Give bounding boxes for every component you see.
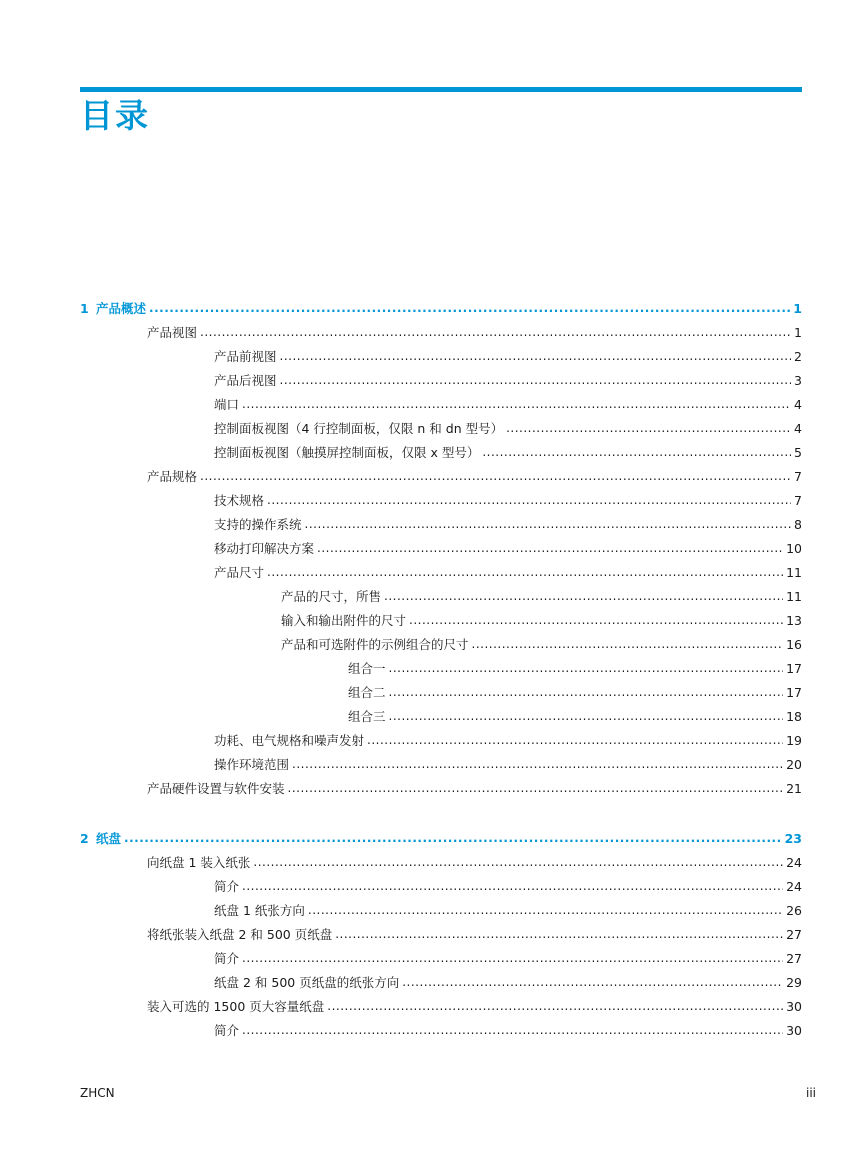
toc-entry-label: 装入可选的 1500 页大容量纸盘 <box>147 997 327 1015</box>
toc-entry[interactable] <box>80 488 802 512</box>
toc-page-number: 8 <box>794 516 802 532</box>
dot-leader <box>305 517 792 531</box>
toc-entry[interactable] <box>80 874 802 898</box>
toc-chapter-title: 纸盘 <box>96 831 122 846</box>
toc-page-number: 24 <box>786 854 802 870</box>
dot-leader <box>506 421 791 435</box>
dot-leader <box>308 903 783 917</box>
toc-entry-label: 产品尺寸 <box>214 563 267 581</box>
toc-entry-label: 产品规格 <box>147 467 200 485</box>
toc-entry[interactable] <box>80 320 802 344</box>
toc-entry-label: 产品的尺寸，所售 <box>281 587 384 605</box>
dot-leader <box>384 589 783 603</box>
toc-entry[interactable] <box>80 368 802 392</box>
toc-entry[interactable] <box>80 970 802 994</box>
toc-entry-label: 纸盘 1 纸张方向 <box>214 901 308 919</box>
toc-entry-label: 产品和可选附件的示例组合的尺寸 <box>281 635 472 653</box>
footer-page-number: iii <box>805 1086 816 1100</box>
toc-entry-label: 简介 <box>214 1021 242 1039</box>
dot-leader <box>317 541 783 555</box>
toc-entry-label: 控制面板视图（触摸屏控制面板，仅限 x 型号） <box>214 443 482 461</box>
toc-chapter-number: 1 <box>80 301 89 316</box>
dot-leader <box>267 565 783 579</box>
toc-page-number: 1 <box>794 324 802 340</box>
toc-page-number: 21 <box>786 780 802 796</box>
toc-entry-label: 简介 <box>214 877 242 895</box>
toc-page-number: 17 <box>786 684 802 700</box>
toc-entry-label: 产品硬件设置与软件安装 <box>147 779 288 797</box>
toc-page-number: 2 <box>794 348 802 364</box>
toc-chapter-number: 2 <box>80 831 89 846</box>
dot-leader <box>280 373 792 387</box>
toc-entry[interactable] <box>80 850 802 874</box>
toc-entry[interactable] <box>80 344 802 368</box>
dot-leader <box>472 637 784 651</box>
toc-entry-label: 向纸盘 1 装入纸张 <box>147 853 253 871</box>
toc-page-number: 30 <box>786 998 802 1014</box>
dot-leader <box>402 975 783 989</box>
toc-entry-label: 组合三 <box>348 707 389 725</box>
toc-entry[interactable] <box>80 632 802 656</box>
toc-entry-label: 操作环境范围 <box>214 755 292 773</box>
toc-entry-label: 技术规格 <box>214 491 267 509</box>
toc-entry[interactable] <box>80 416 802 440</box>
toc-page-number: 11 <box>786 588 802 604</box>
dot-leader <box>389 661 784 675</box>
toc-entry-label: 控制面板视图（4 行控制面板，仅限 n 和 dn 型号） <box>214 419 506 437</box>
dot-leader <box>200 469 791 483</box>
dot-leader <box>200 325 791 339</box>
toc-entry-label: 产品后视图 <box>214 371 280 389</box>
dot-leader <box>280 349 792 363</box>
dot-leader <box>267 493 791 507</box>
toc-entry[interactable] <box>80 512 802 536</box>
dot-leader <box>327 999 783 1013</box>
toc-page-number: 5 <box>794 444 802 460</box>
toc-entry[interactable] <box>80 994 802 1018</box>
toc-page-number: 7 <box>794 492 802 508</box>
dot-leader <box>242 951 783 965</box>
toc-entry[interactable] <box>80 560 802 584</box>
toc-page-number: 30 <box>786 1022 802 1038</box>
dot-leader <box>389 685 784 699</box>
toc-entry[interactable] <box>80 392 802 416</box>
header-rule <box>80 87 802 92</box>
toc-page-number: 26 <box>786 902 802 918</box>
dot-leader <box>253 855 783 869</box>
toc-entry-label: 简介 <box>214 949 242 967</box>
toc-entry-label: 支持的操作系统 <box>214 515 305 533</box>
toc-chapter-label <box>80 829 124 847</box>
toc-entry-label: 输入和输出附件的尺寸 <box>281 611 409 629</box>
table-of-contents <box>80 296 802 1042</box>
toc-page-number: 20 <box>786 756 802 772</box>
toc-page-number: 27 <box>786 950 802 966</box>
toc-entry-label: 功耗、电气规格和噪声发射 <box>214 731 367 749</box>
toc-entry[interactable] <box>80 776 802 800</box>
dot-leader <box>242 1023 783 1037</box>
page-title: 目录 <box>80 96 150 135</box>
toc-page-number: 11 <box>786 564 802 580</box>
toc-entry[interactable] <box>80 1018 802 1042</box>
dot-leader <box>409 613 783 627</box>
toc-page-number: 13 <box>786 612 802 628</box>
toc-page-number: 10 <box>786 540 802 556</box>
toc-entry[interactable] <box>80 946 802 970</box>
toc-chapter-entry[interactable] <box>80 296 802 320</box>
toc-entry[interactable] <box>80 440 802 464</box>
toc-entry[interactable] <box>80 898 802 922</box>
footer-locale: ZHCN <box>80 1086 115 1100</box>
dot-leader <box>124 831 782 845</box>
toc-entry[interactable] <box>80 728 802 752</box>
dot-leader <box>242 397 791 411</box>
toc-entry[interactable] <box>80 608 802 632</box>
toc-entry[interactable] <box>80 656 802 680</box>
toc-entry[interactable] <box>80 752 802 776</box>
toc-page-number: 18 <box>786 708 802 724</box>
toc-page-number: 1 <box>793 300 802 316</box>
dot-leader <box>242 879 783 893</box>
toc-page-number: 24 <box>786 878 802 894</box>
dot-leader <box>367 733 783 747</box>
chapter-gap <box>80 800 802 826</box>
toc-page-number: 19 <box>786 732 802 748</box>
toc-entry-label: 将纸张装入纸盘 2 和 500 页纸盘 <box>147 925 335 943</box>
dot-leader <box>149 301 790 315</box>
toc-page-number: 23 <box>784 830 802 846</box>
toc-entry[interactable] <box>80 464 802 488</box>
toc-page-number: 4 <box>794 396 802 412</box>
dot-leader <box>288 781 784 795</box>
toc-entry[interactable] <box>80 584 802 608</box>
toc-entry-label: 纸盘 2 和 500 页纸盘的纸张方向 <box>214 973 402 991</box>
toc-page-number: 4 <box>794 420 802 436</box>
toc-chapter-label <box>80 299 149 317</box>
toc-entry[interactable] <box>80 922 802 946</box>
toc-entry[interactable] <box>80 680 802 704</box>
dot-leader <box>389 709 784 723</box>
toc-chapter-entry[interactable] <box>80 826 802 850</box>
toc-page-number: 3 <box>794 372 802 388</box>
toc-entry-label: 组合二 <box>348 683 389 701</box>
toc-chapter-title: 产品概述 <box>96 301 147 316</box>
toc-entry[interactable] <box>80 704 802 728</box>
toc-page-number: 16 <box>786 636 802 652</box>
toc-page-number: 7 <box>794 468 802 484</box>
toc-entry[interactable] <box>80 536 802 560</box>
toc-page-number: 29 <box>786 974 802 990</box>
toc-page-number: 27 <box>786 926 802 942</box>
dot-leader <box>482 445 791 459</box>
toc-entry-label: 组合一 <box>348 659 389 677</box>
toc-entry-label: 产品前视图 <box>214 347 280 365</box>
toc-entry-label: 移动打印解决方案 <box>214 539 317 557</box>
dot-leader <box>292 757 783 771</box>
toc-entry-label: 端口 <box>214 395 242 413</box>
dot-leader <box>335 927 783 941</box>
toc-entry-label: 产品视图 <box>147 323 200 341</box>
toc-page-number: 17 <box>786 660 802 676</box>
